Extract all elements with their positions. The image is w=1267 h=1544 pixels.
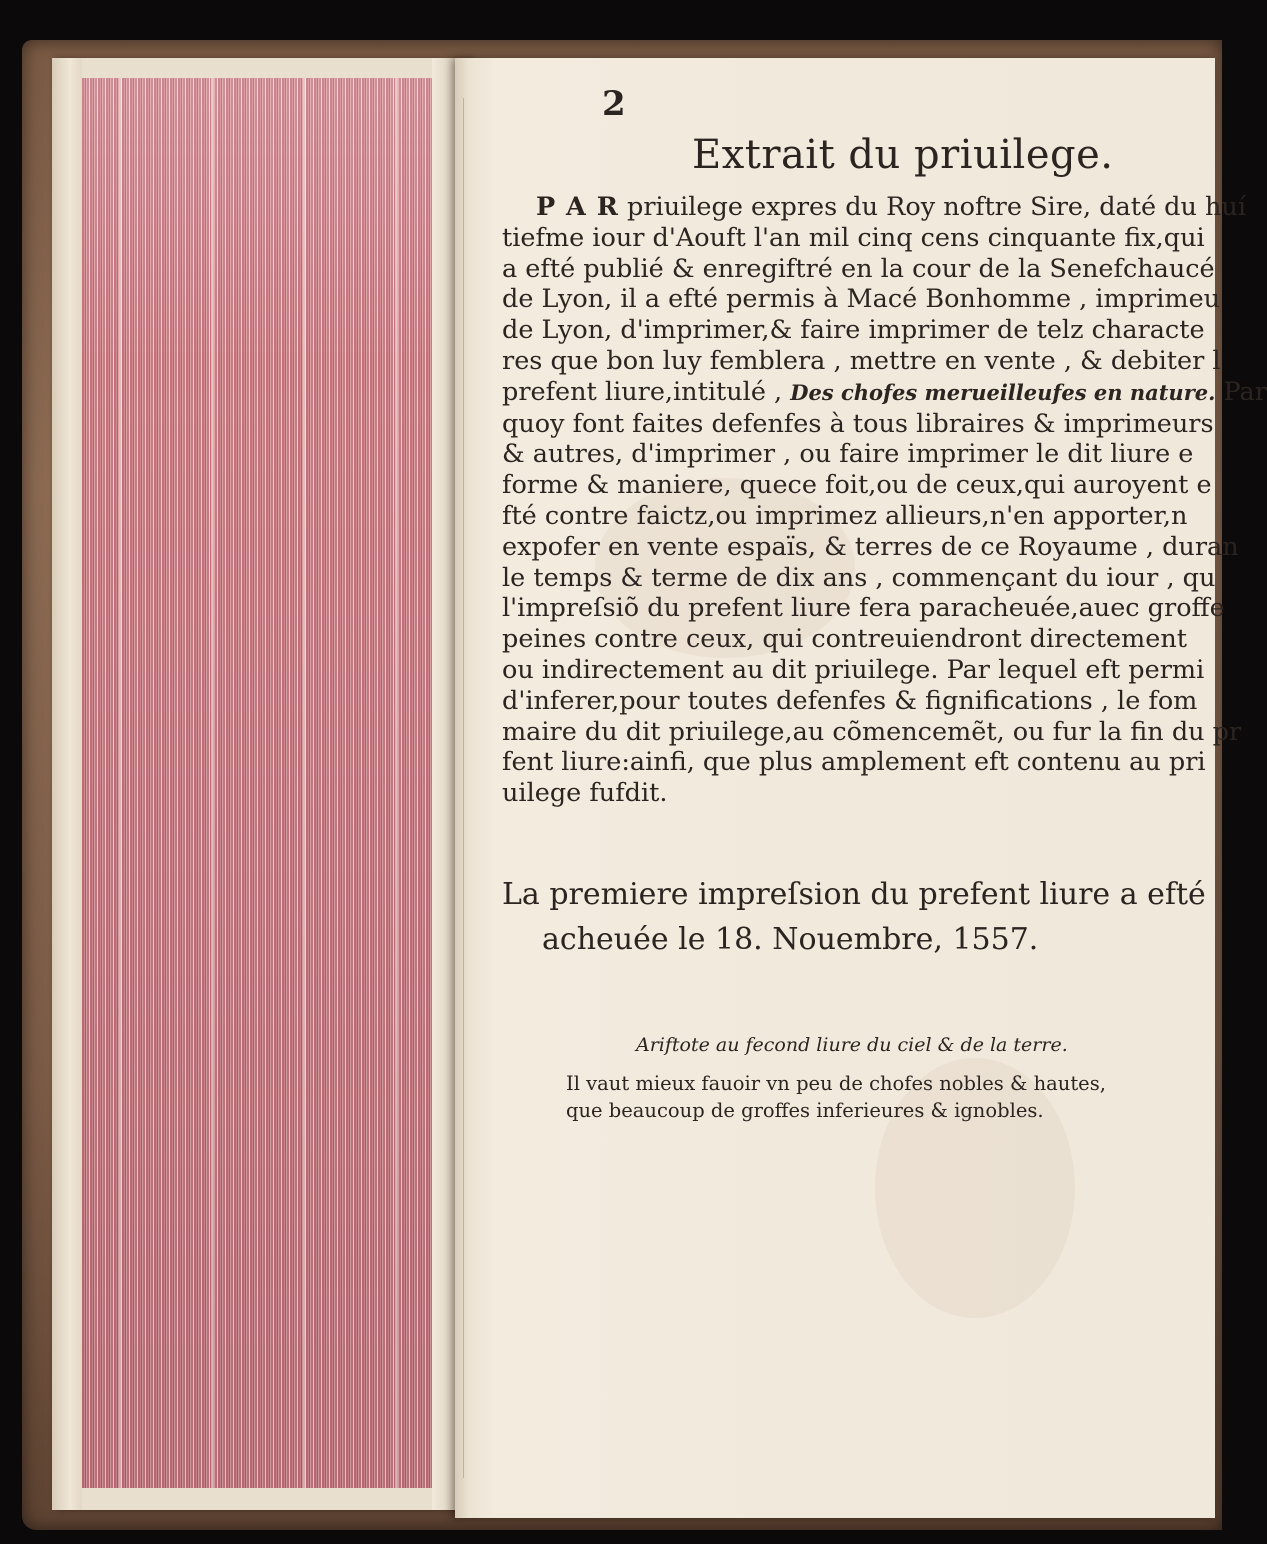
privilege-line: prefent liure,intitulé , Des chofes merueilleufes en nature. Par [502,376,1267,407]
colophon-line: La premiere impreſsion du prefent liure a efté [502,877,1206,912]
privilege-line: uilege fufdit. [502,778,668,809]
dropcap: P A R [536,192,619,222]
privilege-line: l'impreſsiõ du prefent liure fera paracheuée,auec groffe [502,593,1225,624]
outer-page-edge [52,58,82,1510]
privilege-line: fté contre faictz,ou imprimez allieurs,n'en apporter,n [502,500,1188,531]
colophon-line: acheuée le 18. Nouembre, 1557. [542,922,1039,957]
privilege-line: le temps & terme de dix ans , commençant du iour , qu [502,562,1216,593]
privilege-line: tiefme iour d'Aouft l'an mil cinq cens cinquante fix,qui [502,222,1205,253]
privilege-line: quoy font faites defenfes à tous libraires & imprimeurs [502,408,1214,439]
quote-line: que beaucoup de groffes inferieures & ignobles. [566,1099,1044,1122]
book-title: Des chofes merueilleufes en nature. [790,379,1216,405]
page-fold-line [463,98,464,1478]
privilege-line: res que bon luy femblera , mettre en vente , & debiter l [502,345,1221,376]
privilege-line: maire du dit priuilege,au cõmencemẽt, ou fur la fin du pr [502,716,1242,747]
quote-heading: Ariftote au fecond liure du ciel & de la terre. [636,1034,1068,1056]
privilege-line: a efté publié & enregiftré en la cour de la Senefchaucé [502,253,1215,284]
privilege-line: & autres, d'imprimer , ou faire imprimer le dit liure e [502,439,1194,470]
page-block-edges [52,58,472,1510]
privilege-line: de Lyon, d'imprimer,& faire imprimer de telz characte [502,315,1205,346]
aristotle-quote [566,1070,1106,1124]
page-title: Extrait du priuilege. [692,132,1114,178]
privilege-line: ou indirectement au dit priuilege. Par lequel eft permi [502,654,1205,685]
privilege-line: forme & maniere, quece foit,ou de ceux,qui auroyent e [502,470,1212,501]
colophon [502,872,1206,962]
privilege-text [502,192,1267,809]
privilege-line: d'inferer,pour toutes defenfes & fignifications , le fom [502,685,1198,716]
quote-line: Il vaut mieux fauoir vn peu de chofes nobles & hautes, [566,1072,1106,1095]
privilege-line: fent liure:ainfi, que plus amplement eft contenu au pri [502,747,1206,778]
privilege-line: de Lyon, il a efté permis à Macé Bonhomme , imprimeu [502,284,1221,315]
privilege-line: peines contre ceux, qui contreuiendront directement [502,624,1188,655]
page-number: 2 [602,84,626,124]
privilege-line: P A R priuilege expres du Roy noftre Sire, daté du huí [536,192,1247,222]
privilege-line: expofer en vente espaïs, & terres de ce Royaume , duran [502,531,1239,562]
